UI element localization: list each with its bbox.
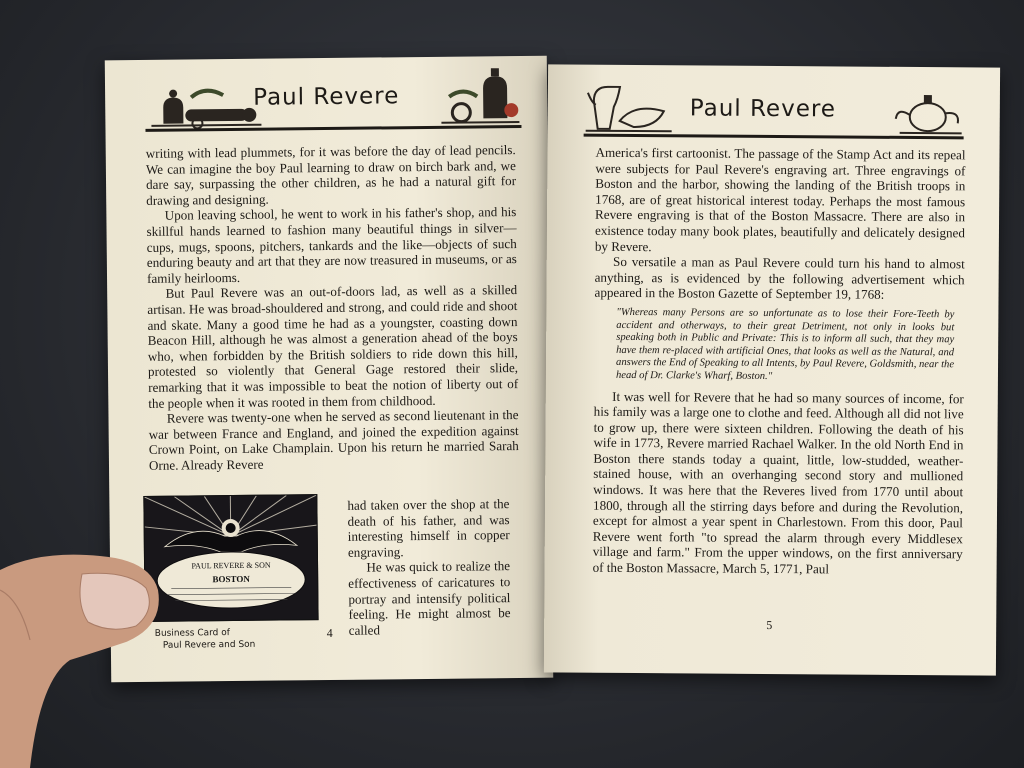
card-name-text: PAUL REVERE & SON xyxy=(191,560,271,571)
left-page-header xyxy=(145,66,522,136)
left-page xyxy=(105,56,553,683)
paragraph: writing with lead plummets, for it was before the day of lead pencils. We can imagine the boy Paul learning to draw on birch bark and, we dare say, surpassing the other children, as he had a natural gift for drawing and designing. xyxy=(145,142,517,208)
left-page-title: Paul Revere xyxy=(253,83,400,111)
caption-line: Business Card of xyxy=(154,628,230,639)
paragraph: So versatile a man as Paul Revere could turn his hand to almost anything, as is evidenced by the following advertisement which appeared in the Boston Gazette of September 19, 1768: xyxy=(594,254,965,303)
left-text-column xyxy=(146,142,519,473)
page-number: 4 xyxy=(326,625,333,641)
page-number: 5 xyxy=(766,617,773,633)
thumb xyxy=(0,530,170,768)
paragraph: Revere was twenty-one when he served as second lieutenant in the war between France and England, and joined the expedition against Crown Point, on Lake Champlain. Upon his return he married Sarah Orne. Already Revere xyxy=(148,407,519,473)
pitcher-and-teapot-icon xyxy=(584,81,674,136)
right-text-column xyxy=(593,145,966,578)
right-page-header xyxy=(584,75,964,144)
right-page xyxy=(544,64,1000,675)
paragraph: America's first cartoonist. The passage of the Stamp Act and its repeal were subjects for Paul Revere's engraving art. Three engravings of Boston and the harbor, showing the landing of the British troops in 1768, are of great historical interest today. Perhaps the most famous Revere engraving is that of the Boston Massacre. There are also in existence today many book plates, beautifully and delicately designed by Revere. xyxy=(594,144,966,254)
teapot-icon xyxy=(894,83,964,137)
advertisement-quote: "Whereas many Persons are so unfortunate as to lose their Fore-Teeth by accident and otherways, to their great Detriment, not only in looks but speaking both in Public and Private: This is to inform all such, that they may have them re-placed with artificial Ones, that looks as well as the Natural, and answers the End of Speaking to all Intents, by Paul Revere, Goldsmith, near the head of Dr. Clarke's Wharf, Boston." xyxy=(615,306,955,382)
caption-line: Paul Revere and Son xyxy=(162,639,256,651)
paragraph: had taken over the shop at the death of his father, and was interesting himself in copper engraving. xyxy=(347,496,510,560)
wrapped-text-column xyxy=(347,496,510,638)
right-page-title: Paul Revere xyxy=(689,95,837,123)
card-boston-text: BOSTON xyxy=(212,573,250,585)
paragraph: But Paul Revere was an out-of-doors lad, as well as a skilled artisan. He was broad-shouldered and strong, and could ride and shoot and skate. Many a good time he had as a youngster, coasting down Beacon Hill, although he was almost a generation ahead of the boys who, when forbidden by the British soldiers to ride down this hill, protested so violently that General Gage restored their slide, remarking that it was impossible to beat the notion of liberty out of the people when it was rooted in them from childhood. xyxy=(147,282,519,411)
paragraph: It was well for Revere that he had so many sources of income, for his family was a large one to clothe and feed. Although all did not live to grow up, there were sixteen children. Following the death of his wife in 1773, Revere married Rachael Walker. In the old North End in Boston there stands today a quaint, little, low-studded, weather-stained house, with an overhanging second story and mullioned windows. It was here that the Reveres lived from 1770 until about 1800, through all the stirring days before and during the Revolution, except for almost a year spent in Charlestown. From this door, Paul Revere went forth "to spread the alarm through every Middlesex village and farm." From the upper windows, on the first anniversary of the Boston Massacre, March 5, 1771, Paul xyxy=(592,388,964,577)
paragraph: He was quick to realize the effectiveness of caricatures to portray and intensify political feeling. He might almost be called xyxy=(348,558,511,638)
silverware-and-cannon-icon xyxy=(145,79,266,130)
teapot-and-tools-icon xyxy=(439,66,522,127)
paragraph: Upon leaving school, he went to work in his father's shop, and his skillful hands learned to fashion many beautiful things in silver—cups, mugs, spoons, pitchers, tankards and the like—objects of such enduring beauty and art that they are now treasured in museums, or as family heirlooms. xyxy=(146,204,517,286)
